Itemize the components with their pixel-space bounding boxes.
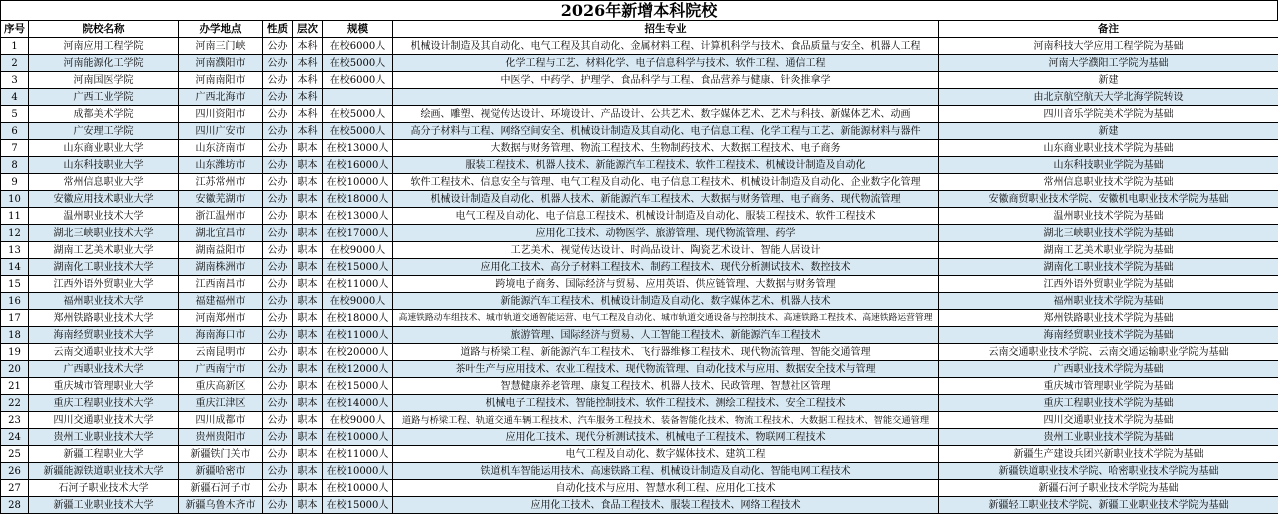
cell-nature: 公办 (263, 310, 293, 327)
cell-majors: 软件工程技术、信息安全与管理、电气工程及自动化、电子信息工程技术、机械设计制造及自动化、企业数字化管理 (393, 174, 939, 191)
cell-index: 14 (1, 259, 29, 276)
cell-location: 四川成都市 (179, 412, 263, 429)
cell-level: 本科 (293, 55, 323, 72)
cell-location: 江西南昌市 (179, 276, 263, 293)
colleges-table (0, 20, 1278, 514)
cell-index: 28 (1, 497, 29, 514)
cell-school-name: 河南国医学院 (29, 72, 179, 89)
cell-notes: 海南经贸职业技术学院为基础 (939, 327, 1278, 344)
cell-location: 浙江温州市 (179, 208, 263, 225)
cell-index: 16 (1, 293, 29, 310)
cell-level: 职本 (293, 412, 323, 429)
cell-level: 职本 (293, 174, 323, 191)
cell-notes: 四川音乐学院美术学院为基础 (939, 106, 1278, 123)
cell-level: 职本 (293, 361, 323, 378)
cell-scale: 在校20000人 (323, 344, 393, 361)
table-row (1, 446, 1278, 463)
cell-notes: 常州信息职业技术学院为基础 (939, 174, 1278, 191)
cell-level: 职本 (293, 191, 323, 208)
cell-scale: 在校11000人 (323, 327, 393, 344)
table-row (1, 480, 1278, 497)
cell-school-name: 重庆城市管理职业大学 (29, 378, 179, 395)
cell-location: 云南昆明市 (179, 344, 263, 361)
table-row (1, 412, 1278, 429)
cell-nature: 公办 (263, 429, 293, 446)
table-row (1, 497, 1278, 514)
cell-majors: 自动化技术与应用、智慧水利工程、应用化工技术 (393, 480, 939, 497)
table-row (1, 106, 1278, 123)
cell-location: 湖北宜昌市 (179, 225, 263, 242)
cell-index: 17 (1, 310, 29, 327)
cell-location: 重庆高新区 (179, 378, 263, 395)
cell-location: 新疆哈密市 (179, 463, 263, 480)
cell-index: 23 (1, 412, 29, 429)
cell-majors: 中医学、中药学、护理学、食品科学与工程、食品营养与健康、针灸推拿学 (393, 72, 939, 89)
cell-school-name: 广安理工学院 (29, 123, 179, 140)
cell-scale: 在校13000人 (323, 208, 393, 225)
cell-majors: 电气工程及自动化、数字媒体技术、建筑工程 (393, 446, 939, 463)
cell-scale: 在校18000人 (323, 191, 393, 208)
cell-nature: 公办 (263, 55, 293, 72)
table-row (1, 208, 1278, 225)
cell-scale: 在校10000人 (323, 463, 393, 480)
header-location: 办学地点 (179, 21, 263, 38)
cell-index: 1 (1, 38, 29, 55)
cell-location: 河南郑州市 (179, 310, 263, 327)
cell-majors: 应用化工技术、现代分析测试技术、机械电子工程技术、物联网工程技术 (393, 429, 939, 446)
cell-scale: 在校11000人 (323, 446, 393, 463)
cell-majors: 跨境电子商务、国际经济与贸易、应用英语、供应链管理、大数据与财务管理 (393, 276, 939, 293)
cell-index: 20 (1, 361, 29, 378)
cell-location: 山东潍坊市 (179, 157, 263, 174)
cell-school-name: 福州职业技术大学 (29, 293, 179, 310)
cell-scale: 在校10000人 (323, 174, 393, 191)
cell-majors: 高速铁路动车组技术、城市轨道交通智能运营、电气工程及自动化、城市轨道交通设备与控制技术、高速铁路工程技术、高速铁路运营管理 (393, 310, 939, 327)
table-row (1, 225, 1278, 242)
cell-scale: 在校5000人 (323, 55, 393, 72)
cell-notes: 重庆城市管理职业学院为基础 (939, 378, 1278, 395)
cell-majors: 铁道机车智能运用技术、高速铁路工程、机械设计制造及自动化、智能电网工程技术 (393, 463, 939, 480)
cell-school-name: 广西职业技术大学 (29, 361, 179, 378)
cell-notes: 安徽商贸职业技术学院、安徽机电职业技术学院为基础 (939, 191, 1278, 208)
cell-scale: 在校5000人 (323, 123, 393, 140)
cell-notes: 湖北三峡职业技术学院为基础 (939, 225, 1278, 242)
cell-notes: 温州职业技术学院为基础 (939, 208, 1278, 225)
cell-nature: 公办 (263, 480, 293, 497)
cell-notes: 云南交通职业技术学院、云南交通运输职业学院为基础 (939, 344, 1278, 361)
cell-majors: 智慧健康养老管理、康复工程技术、机器人技术、民政管理、智慧社区管理 (393, 378, 939, 395)
cell-index: 4 (1, 89, 29, 106)
cell-level: 职本 (293, 157, 323, 174)
cell-index: 19 (1, 344, 29, 361)
cell-location: 安徽芜湖市 (179, 191, 263, 208)
cell-index: 26 (1, 463, 29, 480)
header-scale: 规模 (323, 21, 393, 38)
cell-index: 18 (1, 327, 29, 344)
header-level: 层次 (293, 21, 323, 38)
cell-location: 广西北海市 (179, 89, 263, 106)
cell-school-name: 海南经贸职业技术大学 (29, 327, 179, 344)
cell-school-name: 江西外语外贸职业大学 (29, 276, 179, 293)
cell-majors: 应用化工技术、高分子材料工程技术、制药工程技术、现代分析测试技术、数控技术 (393, 259, 939, 276)
cell-location: 新疆石河子市 (179, 480, 263, 497)
cell-school-name: 河南应用工程学院 (29, 38, 179, 55)
cell-index: 25 (1, 446, 29, 463)
cell-majors: 大数据与财务管理、物流工程技术、生物制药技术、大数据工程技术、电子商务 (393, 140, 939, 157)
cell-school-name: 成都美术学院 (29, 106, 179, 123)
cell-level: 职本 (293, 293, 323, 310)
cell-nature: 公办 (263, 225, 293, 242)
cell-nature: 公办 (263, 463, 293, 480)
cell-school-name: 湖南化工职业技术大学 (29, 259, 179, 276)
table-row (1, 463, 1278, 480)
cell-majors: 道路与桥梁工程、新能源汽车工程技术、飞行器维修工程技术、现代物流管理、智能交通管理 (393, 344, 939, 361)
header-nature: 性质 (263, 21, 293, 38)
table-body (1, 38, 1278, 514)
cell-index: 12 (1, 225, 29, 242)
cell-majors: 旅游管理、国际经济与贸易、人工智能工程技术、新能源汽车工程技术 (393, 327, 939, 344)
cell-notes: 新建 (939, 72, 1278, 89)
cell-level: 职本 (293, 327, 323, 344)
cell-scale: 在校9000人 (323, 293, 393, 310)
cell-index: 3 (1, 72, 29, 89)
cell-nature: 公办 (263, 106, 293, 123)
cell-notes: 河南大学濮阳工学院为基础 (939, 55, 1278, 72)
cell-level: 本科 (293, 89, 323, 106)
cell-level: 职本 (293, 497, 323, 514)
cell-majors: 高分子材料与工程、网络空间安全、机械设计制造及其自动化、电子信息工程、化学工程与工艺、新能源材料与器件 (393, 123, 939, 140)
table-row (1, 72, 1278, 89)
cell-school-name: 新疆能源铁道职业技术大学 (29, 463, 179, 480)
cell-location: 河南南阳市 (179, 72, 263, 89)
cell-index: 21 (1, 378, 29, 395)
cell-scale: 在校9000人 (323, 242, 393, 259)
cell-level: 本科 (293, 106, 323, 123)
cell-notes: 重庆工程职业技术学院为基础 (939, 395, 1278, 412)
cell-nature: 公办 (263, 242, 293, 259)
table-row (1, 89, 1278, 106)
cell-scale: 在校6000人 (323, 38, 393, 55)
table-row (1, 310, 1278, 327)
cell-school-name: 新疆工业职业技术大学 (29, 497, 179, 514)
cell-scale: 在校11000人 (323, 276, 393, 293)
table-row (1, 55, 1278, 72)
cell-school-name: 山东商业职业大学 (29, 140, 179, 157)
cell-location: 四川广安市 (179, 123, 263, 140)
cell-school-name: 四川交通职业技术大学 (29, 412, 179, 429)
cell-location: 河南濮阳市 (179, 55, 263, 72)
cell-scale: 在校13000人 (323, 140, 393, 157)
cell-level: 职本 (293, 463, 323, 480)
cell-index: 8 (1, 157, 29, 174)
table-row (1, 259, 1278, 276)
cell-scale (323, 89, 393, 106)
cell-location: 重庆江津区 (179, 395, 263, 412)
cell-nature: 公办 (263, 327, 293, 344)
cell-location: 新疆乌鲁木齐市 (179, 497, 263, 514)
cell-scale: 在校14000人 (323, 395, 393, 412)
cell-nature: 公办 (263, 174, 293, 191)
cell-notes: 四川交通职业技术学院为基础 (939, 412, 1278, 429)
cell-majors: 道路与桥梁工程、轨道交通车辆工程技术、汽车服务工程技术、装备智能化技术、物流工程技术、大数据工程技术、智能交通管理 (393, 412, 939, 429)
cell-nature: 公办 (263, 497, 293, 514)
table-row (1, 378, 1278, 395)
cell-level: 职本 (293, 242, 323, 259)
document-title: 2026年新增本科院校 (0, 0, 1278, 20)
header-index: 序号 (1, 21, 29, 38)
cell-school-name: 郑州铁路职业技术大学 (29, 310, 179, 327)
cell-index: 7 (1, 140, 29, 157)
cell-index: 24 (1, 429, 29, 446)
cell-index: 15 (1, 276, 29, 293)
cell-majors (393, 89, 939, 106)
cell-level: 职本 (293, 395, 323, 412)
cell-notes: 新疆石河子职业技术学院为基础 (939, 480, 1278, 497)
cell-notes: 湖南工艺美术职业学院为基础 (939, 242, 1278, 259)
cell-scale: 在校18000人 (323, 310, 393, 327)
cell-notes: 新疆生产建设兵团兴新职业技术学院为基础 (939, 446, 1278, 463)
cell-level: 职本 (293, 276, 323, 293)
table-row (1, 157, 1278, 174)
cell-level: 本科 (293, 72, 323, 89)
table-row (1, 276, 1278, 293)
cell-nature: 公办 (263, 378, 293, 395)
table-row (1, 123, 1278, 140)
cell-nature: 公办 (263, 89, 293, 106)
cell-nature: 公办 (263, 293, 293, 310)
cell-nature: 公办 (263, 123, 293, 140)
cell-scale: 在校16000人 (323, 157, 393, 174)
cell-level: 职本 (293, 480, 323, 497)
cell-level: 职本 (293, 225, 323, 242)
cell-index: 2 (1, 55, 29, 72)
cell-location: 江苏常州市 (179, 174, 263, 191)
cell-level: 职本 (293, 344, 323, 361)
cell-location: 贵州贵阳市 (179, 429, 263, 446)
cell-level: 职本 (293, 208, 323, 225)
cell-notes: 新建 (939, 123, 1278, 140)
table-row (1, 429, 1278, 446)
cell-majors: 机械设计制造及其自动化、电气工程及其自动化、金属材料工程、计算机科学与技术、食品质量与安全、机器人工程 (393, 38, 939, 55)
cell-school-name: 湖南工艺美术职业大学 (29, 242, 179, 259)
cell-nature: 公办 (263, 344, 293, 361)
table-row (1, 191, 1278, 208)
cell-nature: 公办 (263, 191, 293, 208)
cell-notes: 新疆轻工职业技术学院、新疆工业职业技术学院为基础 (939, 497, 1278, 514)
table-row (1, 140, 1278, 157)
cell-notes: 新疆铁道职业技术学院、哈密职业技术学院为基础 (939, 463, 1278, 480)
cell-location: 福建福州市 (179, 293, 263, 310)
cell-location: 湖南益阳市 (179, 242, 263, 259)
cell-majors: 化学工程与工艺、材料化学、电子信息科学与技术、软件工程、通信工程 (393, 55, 939, 72)
cell-nature: 公办 (263, 412, 293, 429)
cell-notes: 河南科技大学应用工程学院为基础 (939, 38, 1278, 55)
cell-location: 四川资阳市 (179, 106, 263, 123)
cell-nature: 公办 (263, 395, 293, 412)
cell-level: 本科 (293, 38, 323, 55)
cell-scale: 在校10000人 (323, 429, 393, 446)
cell-school-name: 山东科技职业大学 (29, 157, 179, 174)
cell-school-name: 常州信息职业大学 (29, 174, 179, 191)
cell-majors: 工艺美术、视觉传达设计、时尚品设计、陶瓷艺术设计、智能人居设计 (393, 242, 939, 259)
cell-notes: 山东科技职业学院为基础 (939, 157, 1278, 174)
cell-level: 职本 (293, 378, 323, 395)
cell-index: 22 (1, 395, 29, 412)
cell-school-name: 石河子职业技术大学 (29, 480, 179, 497)
cell-location: 山东济南市 (179, 140, 263, 157)
cell-index: 13 (1, 242, 29, 259)
cell-majors: 电气工程及自动化、电子信息工程技术、机械设计制造及自动化、服装工程技术、软件工程技术 (393, 208, 939, 225)
cell-school-name: 贵州工业职业技术大学 (29, 429, 179, 446)
cell-notes: 山东商业职业技术学院为基础 (939, 140, 1278, 157)
cell-scale: 在校5000人 (323, 106, 393, 123)
cell-index: 10 (1, 191, 29, 208)
cell-notes: 江西外语外贸职业学院为基础 (939, 276, 1278, 293)
cell-nature: 公办 (263, 72, 293, 89)
cell-level: 职本 (293, 446, 323, 463)
cell-school-name: 河南能源化工学院 (29, 55, 179, 72)
table-row (1, 38, 1278, 55)
cell-majors: 机械设计制造及自动化、机器人技术、新能源汽车工程技术、大数据与财务管理、电子商务、现代物流管理 (393, 191, 939, 208)
cell-scale: 在校15000人 (323, 259, 393, 276)
header-majors: 招生专业 (393, 21, 939, 38)
cell-majors: 机械电子工程技术、智能控制技术、软件工程技术、测绘工程技术、安全工程技术 (393, 395, 939, 412)
cell-index: 6 (1, 123, 29, 140)
cell-scale: 在校10000人 (323, 480, 393, 497)
table-row (1, 361, 1278, 378)
cell-school-name: 云南交通职业技术大学 (29, 344, 179, 361)
header-notes: 备注 (939, 21, 1278, 38)
cell-nature: 公办 (263, 38, 293, 55)
table-row (1, 242, 1278, 259)
cell-school-name: 新疆工程职业大学 (29, 446, 179, 463)
cell-scale: 在校6000人 (323, 72, 393, 89)
cell-nature: 公办 (263, 157, 293, 174)
cell-nature: 公办 (263, 276, 293, 293)
cell-nature: 公办 (263, 208, 293, 225)
cell-notes: 郑州铁路职业技术学院为基础 (939, 310, 1278, 327)
cell-scale: 在校17000人 (323, 225, 393, 242)
cell-location: 海南海口市 (179, 327, 263, 344)
cell-index: 27 (1, 480, 29, 497)
cell-school-name: 温州职业技术大学 (29, 208, 179, 225)
table-row (1, 395, 1278, 412)
cell-nature: 公办 (263, 140, 293, 157)
cell-level: 职本 (293, 429, 323, 446)
cell-nature: 公办 (263, 446, 293, 463)
cell-location: 河南三门峡 (179, 38, 263, 55)
cell-scale: 在校9000人 (323, 412, 393, 429)
table-row (1, 293, 1278, 310)
cell-index: 9 (1, 174, 29, 191)
cell-location: 湖南株洲市 (179, 259, 263, 276)
cell-majors: 绘画、雕塑、视觉传达设计、环境设计、产品设计、公共艺术、数字媒体艺术、艺术与科技、新媒体艺术、动画 (393, 106, 939, 123)
cell-school-name: 湖北三峡职业技术大学 (29, 225, 179, 242)
cell-location: 新疆铁门关市 (179, 446, 263, 463)
table-row (1, 327, 1278, 344)
cell-school-name: 广西工业学院 (29, 89, 179, 106)
header-school-name: 院校名称 (29, 21, 179, 38)
cell-scale: 在校15000人 (323, 378, 393, 395)
cell-level: 本科 (293, 123, 323, 140)
cell-level: 职本 (293, 310, 323, 327)
cell-notes: 广西职业技术学院为基础 (939, 361, 1278, 378)
cell-level: 职本 (293, 140, 323, 157)
cell-school-name: 安徽应用技术职业大学 (29, 191, 179, 208)
cell-scale: 在校12000人 (323, 361, 393, 378)
cell-nature: 公办 (263, 361, 293, 378)
cell-nature: 公办 (263, 259, 293, 276)
cell-index: 11 (1, 208, 29, 225)
table-row (1, 174, 1278, 191)
cell-majors: 茶叶生产与应用技术、农业工程技术、现代物流管理、自动化技术与应用、数据安全技术与管理 (393, 361, 939, 378)
cell-majors: 新能源汽车工程技术、机械设计制造及自动化、数字媒体艺术、机器人技术 (393, 293, 939, 310)
cell-level: 职本 (293, 259, 323, 276)
cell-majors: 服装工程技术、机器人技术、新能源汽车工程技术、软件工程技术、机械设计制造及自动化 (393, 157, 939, 174)
cell-school-name: 重庆工程职业技术大学 (29, 395, 179, 412)
cell-index: 5 (1, 106, 29, 123)
cell-notes: 由北京航空航天大学北海学院转设 (939, 89, 1278, 106)
table-header-row (1, 21, 1278, 38)
cell-scale: 在校15000人 (323, 497, 393, 514)
cell-location: 广西南宁市 (179, 361, 263, 378)
cell-notes: 湖南化工职业技术学院为基础 (939, 259, 1278, 276)
cell-majors: 应用化工技术、食品工程技术、服装工程技术、网络工程技术 (393, 497, 939, 514)
cell-notes: 贵州工业职业技术学院为基础 (939, 429, 1278, 446)
table-row (1, 344, 1278, 361)
cell-notes: 福州职业技术学院为基础 (939, 293, 1278, 310)
cell-majors: 应用化工技术、动物医学、旅游管理、现代物流管理、药学 (393, 225, 939, 242)
